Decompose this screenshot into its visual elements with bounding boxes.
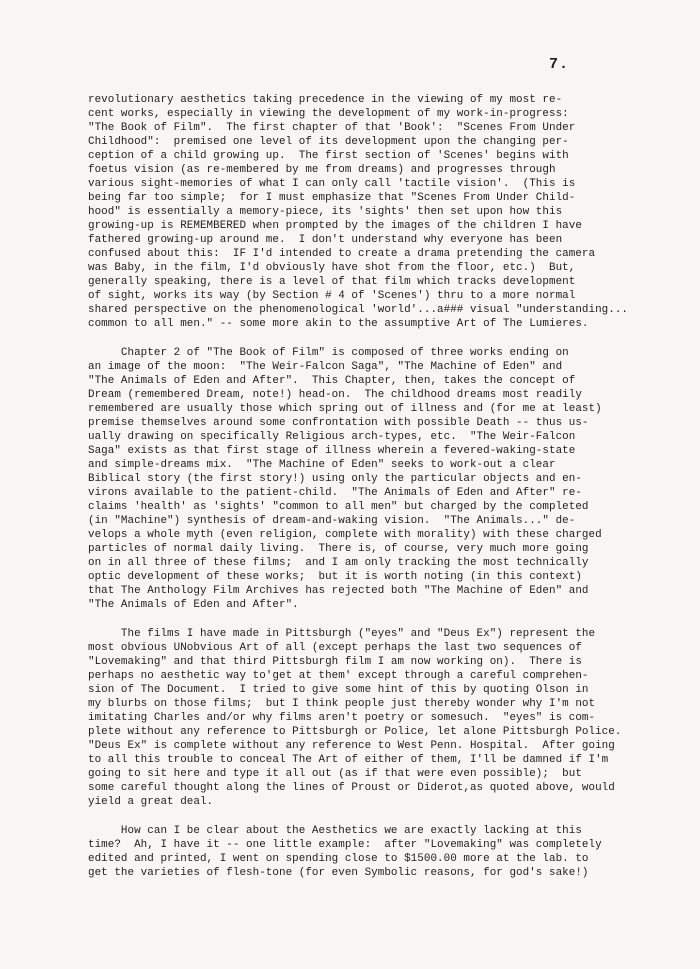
text-line: Dream (remembered Dream, note!) head-on. The childhood dreams most readily	[88, 389, 582, 401]
text-line: How can I be clear about the Aesthetics we are exactly lacking at this	[88, 825, 582, 837]
text-line: hood" is essentially a memory-piece, its 'sights' then set upon how this	[88, 206, 563, 218]
text-line: claims 'health' as 'sights' "common to all men" but charged by the completed	[88, 501, 589, 513]
text-line: most obvious UNobvious Art of all (except perhaps the last two sequences of	[88, 642, 582, 654]
paragraph	[88, 627, 698, 809]
text-line: generally speaking, there is a level of that film which tracks development	[88, 276, 576, 288]
text-line: an image of the moon: "The Weir-Falcon Saga", "The Machine of Eden" and	[88, 361, 563, 373]
text-line: revolutionary aesthetics taking precedence in the viewing of my most re-	[88, 94, 563, 106]
text-line: get the varieties of flesh-tone (for even Symbolic reasons, for god's sake!)	[88, 867, 589, 879]
text-line: some careful thought along the lines of Proust or Diderot,as quoted above, would	[88, 782, 615, 794]
text-line: confused about this: IF I'd intended to create a drama pretending the camera	[88, 248, 596, 260]
text-line: Biblical story (the first story!) using only the particular objects and en-	[88, 473, 582, 485]
text-line: Chapter 2 of "The Book of Film" is composed of three works ending on	[88, 347, 569, 359]
text-line: The films I have made in Pittsburgh ("eyes" and "Deus Ex") represent the	[88, 628, 596, 640]
paragraph-gap	[88, 809, 698, 824]
text-line: imitating Charles and/or why films aren't poetry or somesuch. "eyes" is com-	[88, 712, 596, 724]
paragraph	[88, 93, 698, 331]
paragraph-gap	[88, 612, 698, 627]
text-line: (in "Machine") synthesis of dream-and-waking vision. "The Animals..." de-	[88, 515, 576, 527]
text-line: time? Ah, I have it -- one little example: after "Lovemaking" was completely	[88, 839, 602, 851]
page-number: 7.	[549, 56, 570, 73]
text-line: premise themselves around some confrontation with possible Death -- thus us-	[88, 417, 589, 429]
text-line: common to all men." -- some more akin to the assumptive Art of The Lumieres.	[88, 318, 589, 330]
text-line: ception of a child growing up. The first section of 'Scenes' begins with	[88, 150, 569, 162]
text-line: growing-up is REMEMBERED when prompted by the images of the children I have	[88, 220, 582, 232]
text-line: of sight, works its way (by Section # 4 of 'Scenes') thru to a more normal	[88, 290, 576, 302]
text-line: ually drawing on specifically Religious arch-types, etc. "The Weir-Falcon	[88, 431, 576, 443]
text-line: foetus vision (as re-membered by me from dreams) and progresses through	[88, 164, 556, 176]
text-line: "The Animals of Eden and After".	[88, 599, 299, 611]
text-line: "The Animals of Eden and After". This Chapter, then, takes the concept of	[88, 375, 576, 387]
text-line: various sight-memories of what I can only call 'tactile vision'. (This is	[88, 178, 576, 190]
text-line: my blurbs on those films; but I think people just thereby wonder why I'm not	[88, 698, 596, 710]
text-line: virons available to the patient-child. "The Animals of Eden and After" re-	[88, 487, 582, 499]
text-line: velops a whole myth (even religion, complete with morality) with these charged	[88, 529, 602, 541]
text-line: and simple-dreams mix. "The Machine of Eden" seeks to work-out a clear	[88, 459, 556, 471]
text-line: remembered are usually those which spring out of illness and (for me at least)	[88, 403, 602, 415]
text-line: that The Anthology Film Archives has rejected both "The Machine of Eden" and	[88, 585, 589, 597]
paragraph	[88, 346, 698, 612]
text-line: on in all three of these films; and I am only tracking the most technically	[88, 557, 589, 569]
text-line: sion of The Document. I tried to give some hint of this by quoting Olson in	[88, 684, 589, 696]
text-line: "The Book of Film". The first chapter of that 'Book': "Scenes From Under	[88, 122, 576, 134]
text-line: yield a great deal.	[88, 796, 214, 808]
text-line: was Baby, in the film, I'd obviously have shot from the floor, etc.) But,	[88, 262, 576, 274]
text-line: Childhood": premised one level of its development upon the changing per-	[88, 136, 569, 148]
text-line: fathered growing-up around me. I don't understand why everyone has been	[88, 234, 563, 246]
paragraph	[88, 824, 698, 880]
text-line: plete without any reference to Pittsburgh or Police, let alone Pittsburgh Police.	[88, 726, 622, 738]
text-line: particles of normal daily living. There is, of course, very much more going	[88, 543, 589, 555]
text-line: to all this trouble to conceal The Art of either of them, I'll be damned if I'm	[88, 754, 609, 766]
text-line: "Lovemaking" and that third Pittsburgh film I am now working on). There is	[88, 656, 582, 668]
text-line: going to sit here and type it all out (as if that were even possible); but	[88, 768, 582, 780]
text-line: Saga" exists as that first stage of illness wherein a fevered-waking-state	[88, 445, 576, 457]
text-line: shared perspective on the phenomenological 'world'...a### visual "understanding...	[88, 304, 629, 316]
text-line: optic development of these works; but it is worth noting (in this context)	[88, 571, 582, 583]
paragraph-gap	[88, 331, 698, 346]
text-line: being far too simple; for I must emphasize that "Scenes From Under Child-	[88, 192, 576, 204]
letter-body	[88, 93, 698, 880]
text-line: edited and printed, I went on spending close to $1500.00 more at the lab. to	[88, 853, 589, 865]
text-line: perhaps no aesthetic way to'get at them' except through a careful comprehen-	[88, 670, 589, 682]
text-line: "Deus Ex" is complete without any reference to West Penn. Hospital. After going	[88, 740, 615, 752]
text-line: cent works, especially in viewing the development of my work-in-progress:	[88, 108, 569, 120]
